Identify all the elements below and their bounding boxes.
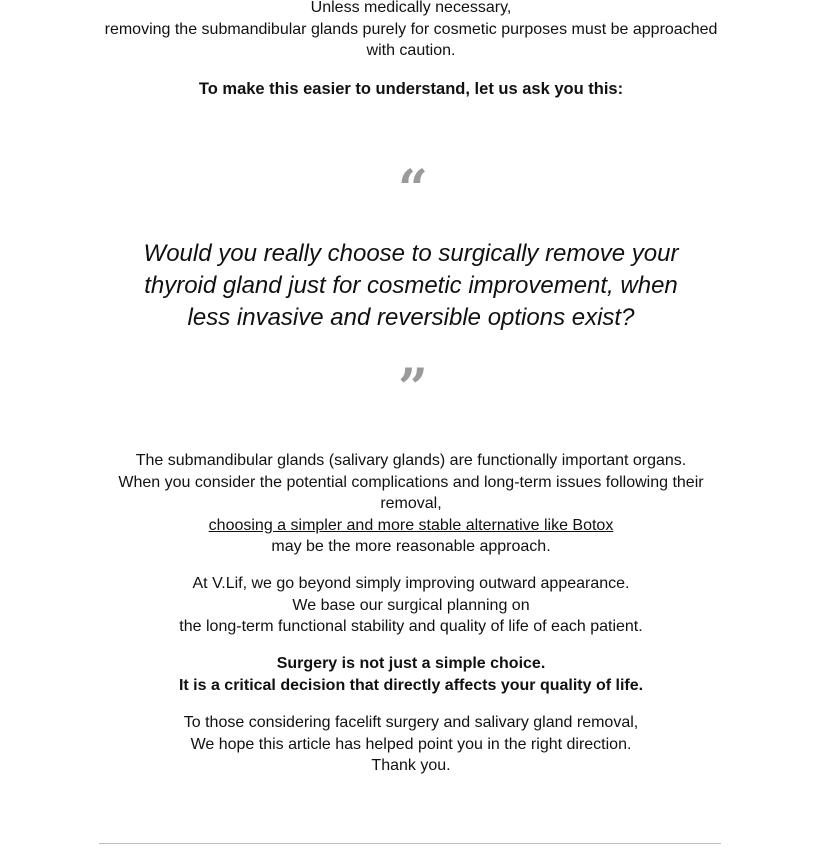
closing-paragraph — [95, 712, 727, 777]
open-quote-icon: “ — [398, 159, 424, 220]
glands-paragraph — [105, 450, 717, 558]
closing-line: To those considering facelift surgery and salivary gland removal, — [183, 714, 639, 731]
surgery-emphasis — [95, 653, 727, 696]
question-lead-in: To make this easier to understand, let us ask you this: — [198, 80, 624, 98]
intro-line: Unless medically necessary, — [310, 0, 512, 16]
vlif-line: the long-term functional stability and quality of life of each patient. — [179, 618, 643, 635]
surgery-line: It is a critical decision that directly affects your quality of life. — [178, 676, 644, 694]
pull-quote — [120, 238, 702, 334]
section-divider — [99, 843, 721, 844]
quote-line: thyroid gland just for cosmetic improvement, when — [144, 272, 678, 299]
intro-paragraph — [95, 0, 727, 62]
closing-line: Thank you. — [371, 757, 451, 774]
glands-line: When you consider the potential complications and long-term issues following their removal, — [118, 473, 704, 512]
glands-line: may be the more reasonable approach. — [271, 538, 551, 555]
close-quote-icon: ” — [398, 358, 424, 419]
intro-line: removing the submandibular glands purely for cosmetic purposes must be approached with caution. — [104, 20, 718, 59]
botox-alternative-link[interactable]: choosing a simpler and more stable alternative like Botox — [208, 516, 614, 534]
quote-line: Would you really choose to surgically remove your — [143, 240, 679, 267]
surgery-line: Surgery is not just a simple choice. — [276, 655, 546, 672]
glands-line: The submandibular glands (salivary glands) are functionally important organs. — [135, 452, 687, 469]
vlif-paragraph — [95, 573, 727, 638]
closing-line: We hope this article has helped point you in the right direction. — [190, 735, 632, 753]
vlif-line: At V.Lif, we go beyond simply improving outward appearance. — [192, 575, 630, 592]
quote-line: less invasive and reversible options exist? — [187, 304, 635, 331]
vlif-line: We base our surgical planning on — [292, 596, 530, 614]
